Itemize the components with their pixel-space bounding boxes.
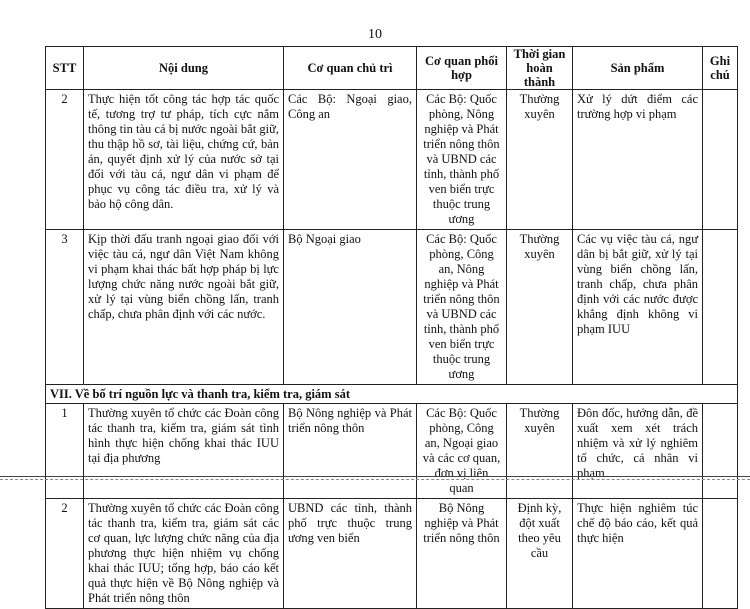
cell-stt: 2 [46,90,84,230]
cell-note [703,499,738,609]
cell-coop-agency: Các Bộ: Quốc phòng, Nông nghiệp và Phát triển nông thôn và UBND các tỉnh, thành phố ven biển trực thuộc trung ương [417,90,507,230]
cell-content: Thực hiện tốt công tác hợp tác quốc tế, tương trợ tư pháp, tích cực nắm thông tin tàu cá bị nước ngoài bắt giữ, thu thập hồ sơ, tài liệu, chứng cứ, bản án, quyết định xử lý của nước sở tại đối với tàu cá, ngư dân vi phạm để phục vụ công tác điều tra, xử lý và bảo hộ công dân. [84,90,284,230]
header-lead-agency: Cơ quan chủ trì [284,47,417,90]
header-stt: STT [46,47,84,90]
cell-product: Xử lý dứt điểm các trường hợp vi phạm [573,90,703,230]
cell-coop-agency: Bộ Nông nghiệp và Phát triển nông thôn [417,499,507,609]
cell-note [703,404,738,499]
page-number: 10 [368,27,382,42]
cell-product: Đôn đốc, hướng dẫn, đề xuất xem xét trách nhiệm và xử lý nghiêm tổ chức, cá nhân vi phạm [573,404,703,499]
cell-deadline: Thường xuyên [507,90,573,230]
cell-lead-agency: UBND các tỉnh, thành phố trực thuộc trung ương ven biển [284,499,417,609]
header-deadline: Thời gian hoàn thành [507,47,573,90]
table-row [46,404,738,499]
cell-deadline: Định kỳ, đột xuất theo yêu cầu [507,499,573,609]
header-coop-agency: Cơ quan phối hợp [417,47,507,90]
cell-stt: 3 [46,230,84,385]
page-bottom-rule [0,476,750,477]
cell-coop-agency: Các Bộ: Quốc phòng, Công an, Ngoại giao và các cơ quan, đơn vị liên quan [417,404,507,499]
cell-note [703,90,738,230]
table-row [46,90,738,230]
cell-stt: 2 [46,499,84,609]
table-row [46,230,738,385]
section-heading: VII. Về bố trí nguồn lực và thanh tra, kiểm tra, giám sát [46,385,738,404]
cell-lead-agency: Bộ Ngoại giao [284,230,417,385]
table-header-row [46,47,738,90]
cell-product: Các vụ việc tàu cá, ngư dân bị bắt giữ, xử lý tại vùng biển chồng lấn, tranh chấp, chưa phân định với các nước được khẳng định không vi phạm IUU [573,230,703,385]
header-note: Ghi chú [703,47,738,90]
section-row [46,385,738,404]
page-bottom-dashed-rule [0,479,750,480]
cell-deadline: Thường xuyên [507,230,573,385]
header-product: Sản phẩm [573,47,703,90]
cell-coop-agency: Các Bộ: Quốc phòng, Công an, Nông nghiệp và Phát triển nông thôn và UBND các tỉnh, thành phố ven biển trực thuộc trung ương [417,230,507,385]
cell-stt: 1 [46,404,84,499]
cell-content: Kịp thời đấu tranh ngoại giao đối với việc tàu cá, ngư dân Việt Nam không vi phạm khai thác bất hợp pháp bị lực lượng chức năng nước ngoài bắt giữ, xử lý tại vùng biển chồng lấn, tranh chấp, chưa phân định với các nước. [84,230,284,385]
plan-table [45,46,738,609]
cell-lead-agency: Bộ Nông nghiệp và Phát triển nông thôn [284,404,417,499]
header-content: Nội dung [84,47,284,90]
cell-note [703,230,738,385]
cell-product: Thực hiện nghiêm túc chế độ báo cáo, kết quả thực hiện [573,499,703,609]
cell-content: Thường xuyên tổ chức các Đoàn công tác thanh tra, kiểm tra, giám sát các cơ quan, lực lượng chức năng của địa phương thực hiện nhiệm vụ chống khai thác IUU; tổng hợp, báo cáo kết quả thực hiện về Bộ Nông nghiệp và Phát triển nông thôn [84,499,284,609]
table-row [46,499,738,609]
cell-deadline: Thường xuyên [507,404,573,499]
cell-content: Thường xuyên tổ chức các Đoàn công tác thanh tra, kiểm tra, giám sát tình hình thực hiện chống khai thác IUU tại địa phương [84,404,284,499]
cell-lead-agency: Các Bộ: Ngoại giao, Công an [284,90,417,230]
